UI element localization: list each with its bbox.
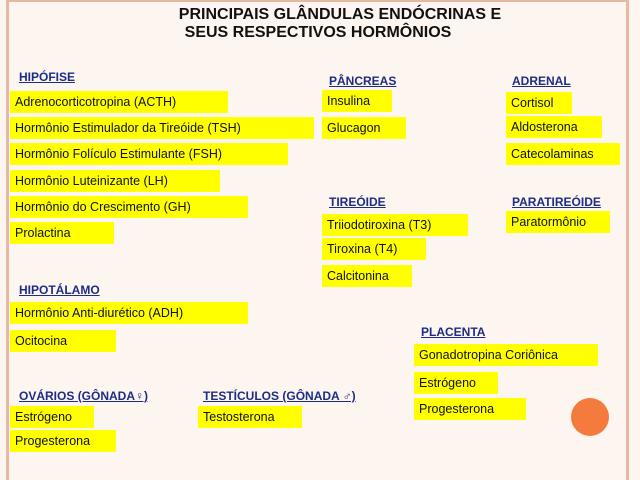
hormone-prolactina: Prolactina (10, 222, 114, 244)
hormone-placenta-estrogeno: Estrógeno (414, 372, 498, 394)
hormone-fsh: Hormônio Folículo Estimulante (FSH) (10, 143, 288, 165)
hormone-tsh: Hormônio Estimulador da Tireóide (TSH) (10, 117, 314, 139)
heading-ovarios-suffix: (GÔNADA♀) (77, 389, 149, 403)
slide-title (0, 6, 640, 42)
hormone-paratormonio: Paratormônio (506, 211, 610, 233)
hormone-t3: Triiodotiroxina (T3) (322, 214, 468, 236)
slide-frame-left (6, 0, 9, 480)
decorative-circle (571, 398, 609, 436)
hormone-acth: Adrenocorticotropina (ACTH) (10, 91, 228, 113)
hormone-insulina: Insulina (322, 90, 392, 112)
hormone-lh: Hormônio Luteinizante (LH) (10, 170, 220, 192)
heading-paratireoide: PARATIREÓIDE (512, 195, 601, 209)
heading-testiculos (203, 389, 356, 403)
hormone-catecolaminas: Catecolaminas (506, 143, 620, 165)
hormone-calcitonina: Calcitonina (322, 265, 412, 287)
heading-ovarios-label: OVÁRIOS (19, 389, 75, 403)
slide-frame-right (626, 0, 629, 480)
title-line-2: SEUS RESPECTIVOS HORMÔNIOS (184, 24, 452, 41)
hormone-glucagon: Glucagon (322, 117, 406, 139)
hormone-aldosterona: Aldosterona (506, 116, 602, 138)
hormone-testosterona: Testosterona (198, 406, 302, 428)
hormone-ovarios-progesterona: Progesterona (10, 430, 116, 452)
heading-testiculos-label: TESTÍCULOS (203, 389, 280, 403)
hormone-ocitocina: Ocitocina (10, 330, 116, 352)
heading-testiculos-suffix: (GÔNADA ♂) (282, 389, 356, 403)
heading-ovarios (19, 389, 148, 403)
slide-frame-top (6, 0, 629, 2)
hormone-ovarios-estrogeno: Estrógeno (10, 406, 94, 428)
title-line-1: PRINCIPAIS GLÂNDULAS ENDÓCRINAS E (178, 6, 502, 23)
hormone-adh: Hormônio Anti-diurético (ADH) (10, 302, 248, 324)
hormone-placenta-progesterona: Progesterona (414, 398, 526, 420)
hormone-gonadotropina: Gonadotropina Coriônica (414, 344, 598, 366)
heading-pancreas: PÂNCREAS (329, 74, 397, 88)
heading-adrenal: ADRENAL (512, 74, 571, 88)
hormone-cortisol: Cortisol (506, 92, 572, 114)
hormone-gh: Hormônio do Crescimento (GH) (10, 196, 248, 218)
heading-placenta: PLACENTA (421, 325, 486, 339)
heading-tireoide: TIREÓIDE (329, 195, 386, 209)
heading-hipotalamo: HIPOTÁLAMO (19, 283, 100, 297)
heading-hipofise: HIPÓFISE (19, 70, 76, 84)
hormone-t4: Tiroxina (T4) (322, 238, 426, 260)
